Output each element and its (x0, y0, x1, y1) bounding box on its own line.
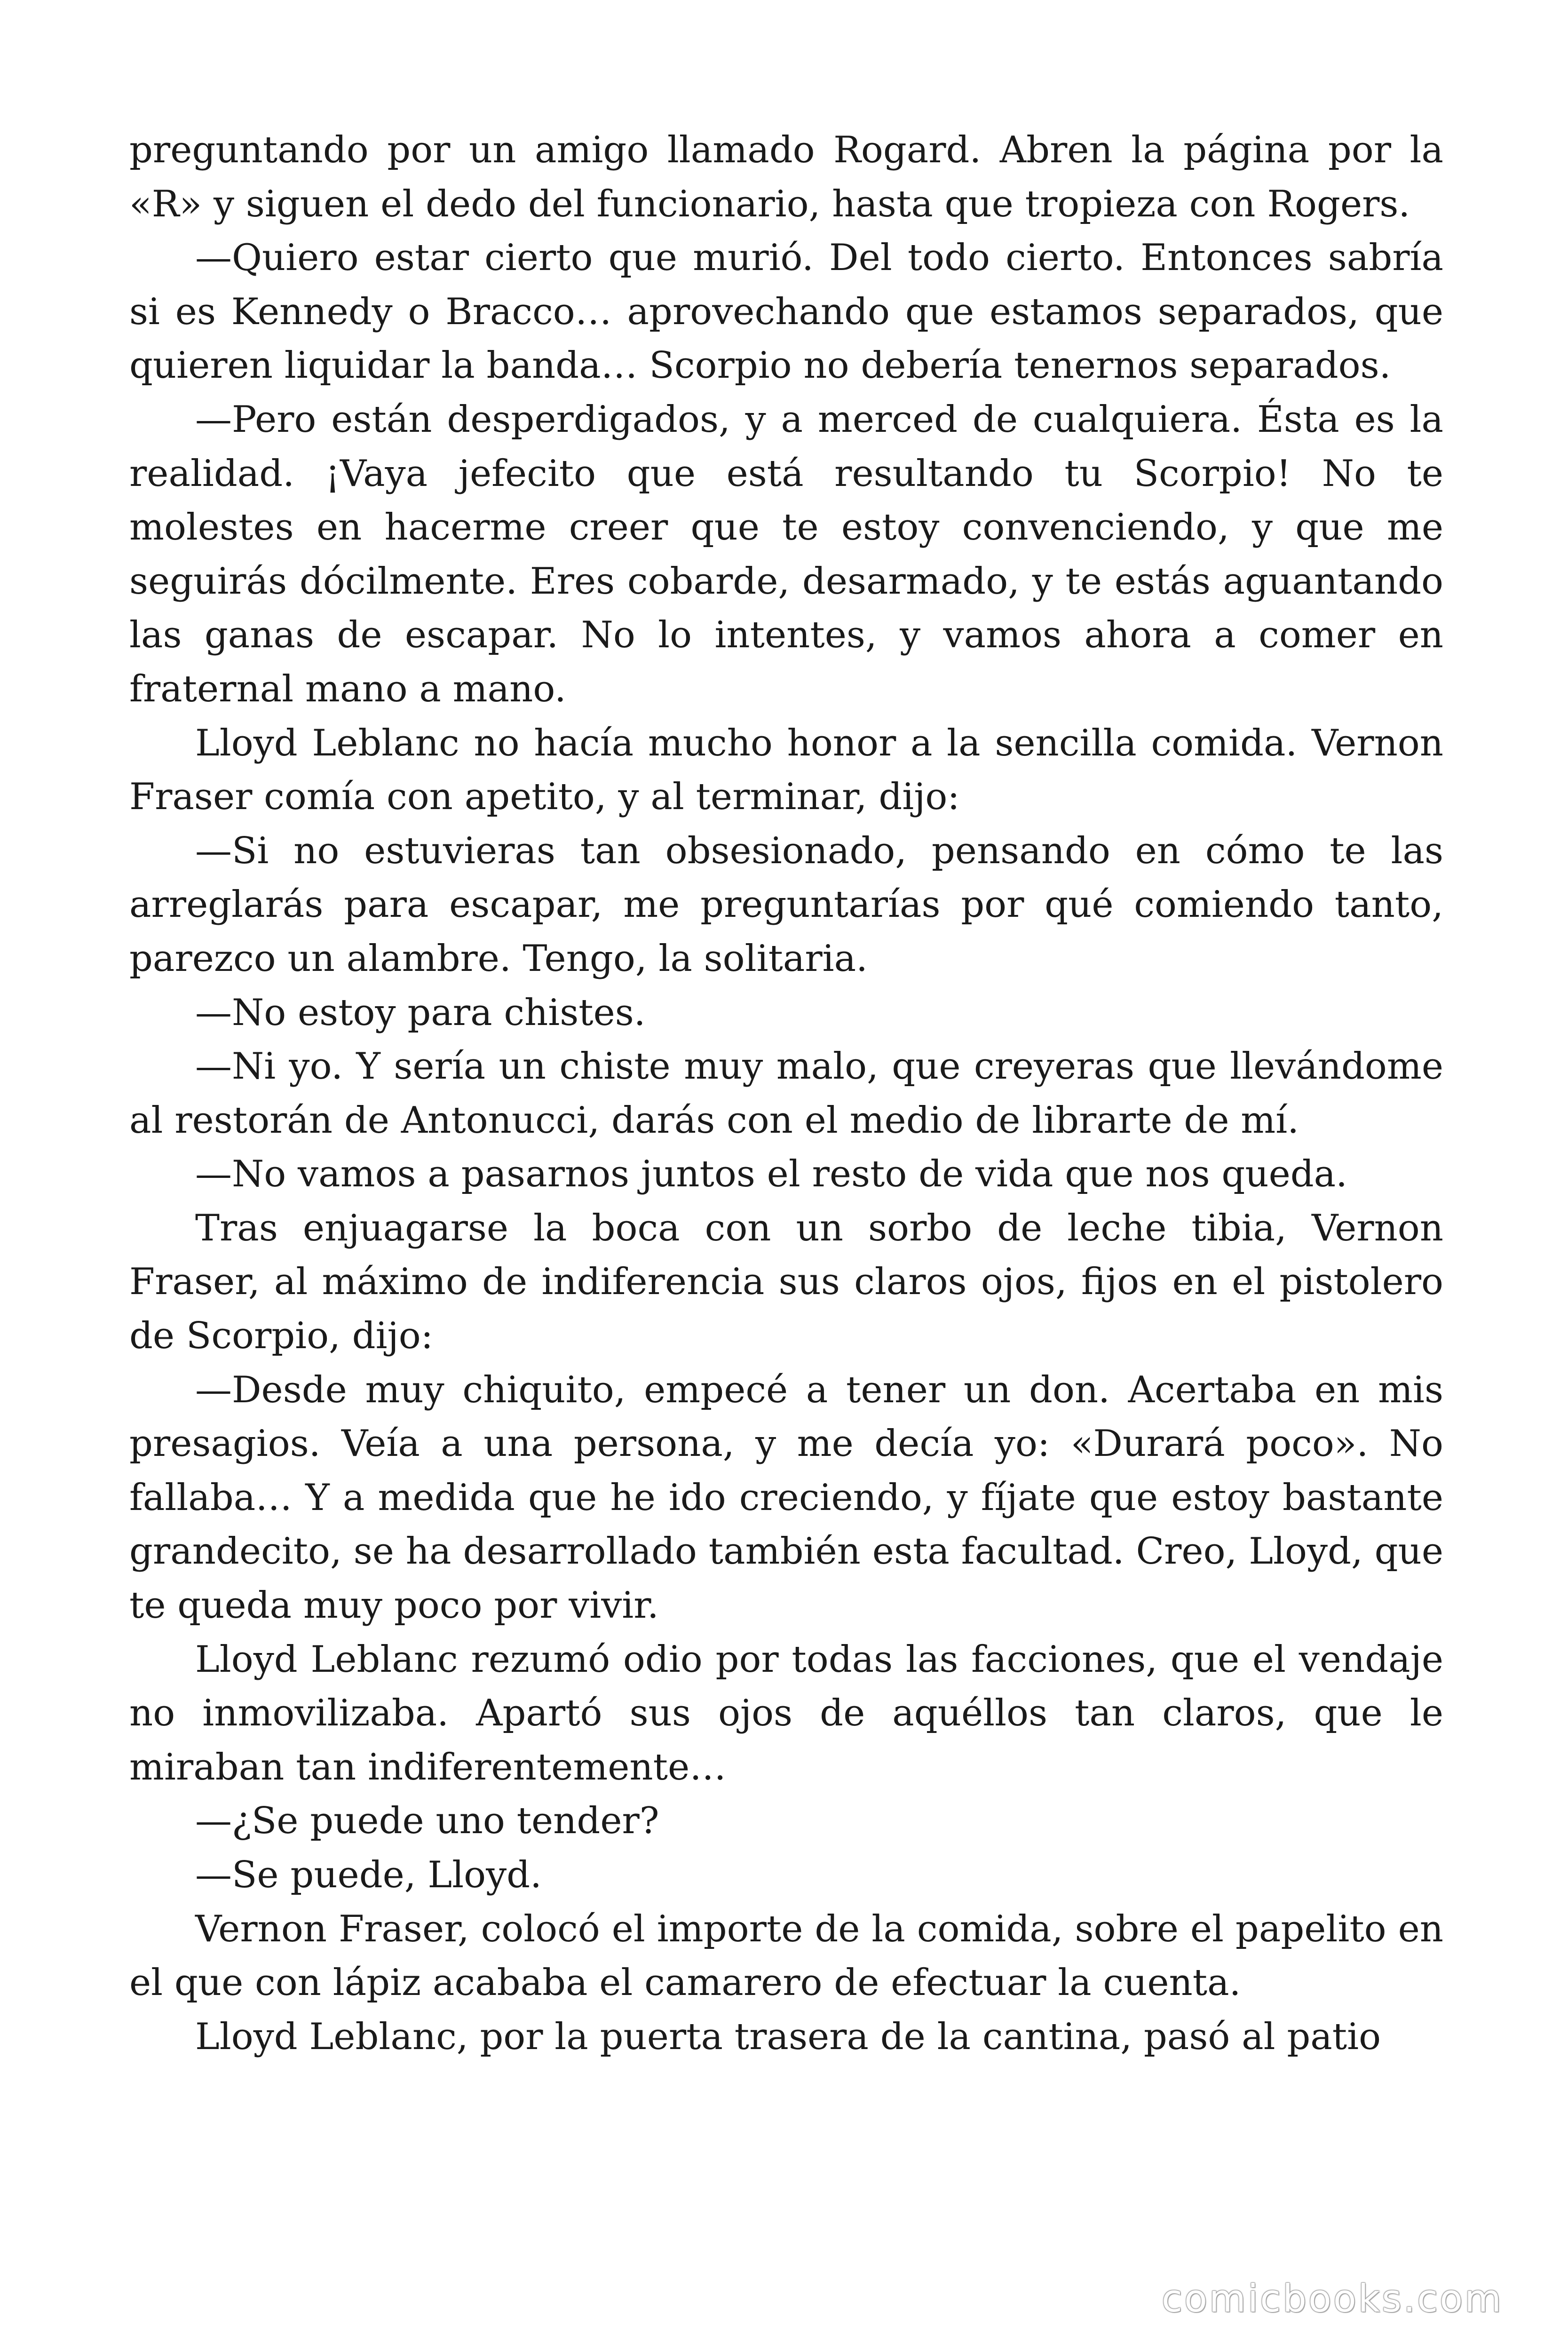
watermark: comicbooks.com (1162, 2277, 1504, 2320)
paragraph: —Quiero estar cierto que murió. Del todo cierto. Entonces sabría si es Kennedy o Bracco… aprovechando que estamos separados, que quieren liquidar la banda… Scorpio no debería tenernos separados. (129, 237, 1443, 387)
paragraph: —¿Se puede uno tender? (195, 1800, 659, 1843)
paragraph: preguntando por un amigo llamado Rogard. Abren la página por la «R» y siguen el dedo del funcionario, hasta que tropieza con Rogers. (129, 129, 1443, 225)
paragraph: Lloyd Leblanc rezumó odio por todas las facciones, que el vendaje no inmovilizaba. Apartó sus ojos de aquéllos tan claros, que le miraban tan indiferentemente… (129, 1638, 1443, 1788)
paragraph: —No vamos a pasarnos juntos el resto de vida que nos queda. (195, 1153, 1347, 1196)
paragraph: Lloyd Leblanc, por la puerta trasera de la cantina, pasó al patio (195, 2015, 1381, 2058)
paragraph: —Se puede, Lloyd. (195, 1854, 542, 1896)
paragraph: —No estoy para chistes. (195, 991, 646, 1034)
paragraph: —Desde muy chiquito, empecé a tener un don. Acertaba en mis presagios. Veía a una persona, y me decía yo: «Durará poco». No fallaba… Y a medida que he ido creciendo, y fíjate que estoy bastante grandecito, se ha desarrollado también esta facultad. Creo, Lloyd, que te queda muy poco por vivir. (129, 1368, 1443, 1627)
paragraph: Tras enjuagarse la boca con un sorbo de leche tibia, Vernon Fraser, al máximo de indiferencia sus claros ojos, fijos en el pistolero de Scorpio, dijo: (129, 1207, 1443, 1358)
paragraph: Vernon Fraser, colocó el importe de la comida, sobre el papelito en el que con lápiz acababa el camarero de efectuar la cuenta. (129, 1907, 1443, 2004)
page-body (129, 123, 1443, 2064)
paragraph: —Ni yo. Y sería un chiste muy malo, que creyeras que llevándome al restorán de Antonucci, darás con el medio de librarte de mí. (129, 1045, 1443, 1142)
paragraph: Lloyd Leblanc no hacía mucho honor a la sencilla comida. Vernon Fraser comía con apetito, y al terminar, dijo: (129, 722, 1443, 818)
paragraph: —Si no estuvieras tan obsesionado, pensando en cómo te las arreglarás para escapar, me preguntarías por qué comiendo tanto, parezco un alambre. Tengo, la solitaria. (129, 829, 1443, 980)
paragraph: —Pero están desperdigados, y a merced de cualquiera. Ésta es la realidad. ¡Vaya jefecito que está resultando tu Scorpio! No te molestes en hacerme creer que te estoy convenciendo, y que me seguirás dócilmente. Eres cobarde, desarmado, y te estás aguantando las ganas de escapar. No lo intentes, y vamos ahora a comer en fraternal mano a mano. (129, 398, 1443, 710)
